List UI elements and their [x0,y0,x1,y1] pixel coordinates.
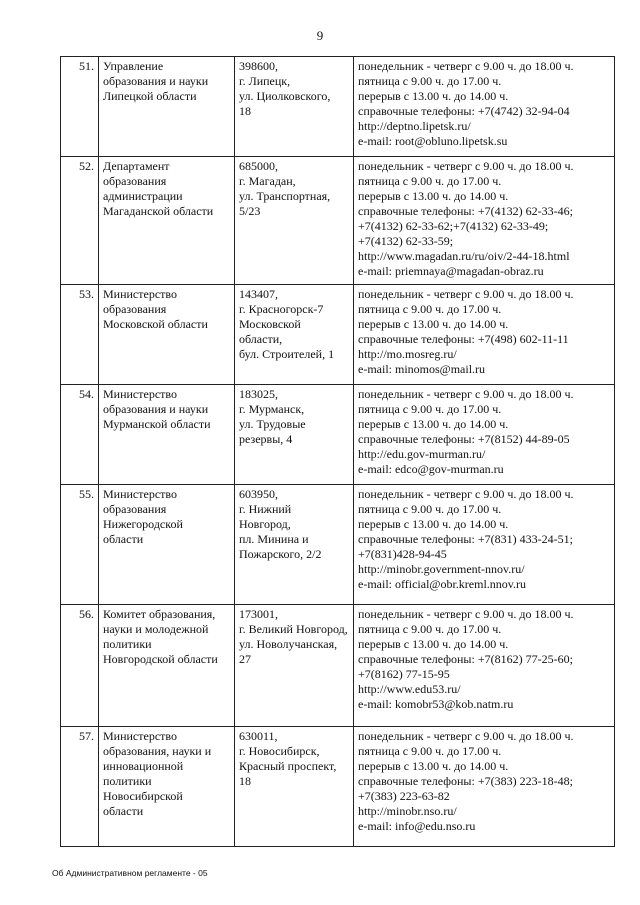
organization-line: образования [103,302,167,316]
contacts-line: справочные телефоны: +7(8152) 44-89-05 [358,432,570,446]
organization-line: образования и науки [103,402,209,416]
organization-line: Министерство [103,487,177,501]
contacts-cell [354,157,615,285]
address-line: 27 [239,652,251,666]
row-number: 54. [61,385,99,485]
address-line: 5/23 [239,204,261,218]
address-line: 18 [239,774,251,788]
contacts-line: понедельник - четверг с 9.00 ч. до 18.00 ч. [358,159,574,173]
address-line: ул. Циолковского, [239,89,331,103]
contacts-line: перерыв с 13.00 ч. до 14.00 ч. [358,517,509,531]
contacts-cell [354,385,615,485]
address-line: 183025, [239,387,278,401]
contacts-line: перерыв с 13.00 ч. до 14.00 ч. [358,759,509,773]
organization-line: Департамент [103,159,170,173]
organization-line: политики [103,774,152,788]
page-footer: Об Административном регламенте - 05 [52,868,208,878]
address-cell [235,385,354,485]
table-body [61,57,615,847]
address-line: 398600, [239,59,278,73]
contacts-line: понедельник - четверг с 9.00 ч. до 18.00 ч. [358,607,574,621]
contacts-line: +7(831)428-94-45 [358,547,447,561]
contacts-line: перерыв с 13.00 ч. до 14.00 ч. [358,89,509,103]
address-line: г. Мурманск, [239,402,305,416]
organization-line: образования и науки [103,74,209,88]
table-row [61,605,615,727]
address-line: Московской [239,317,301,331]
contacts-table [60,56,615,847]
contacts-line: пятница с 9.00 ч. до 17.00 ч. [358,744,502,758]
contacts-line: e-mail: official@obr.kreml.nnov.ru [358,577,527,591]
contacts-line: справочные телефоны: +7(4132) 62-33-46; [358,204,573,218]
address-cell [235,485,354,605]
address-line: г. Новосибирск, [239,744,320,758]
contacts-line: http://www.edu53.ru/ [358,682,461,696]
contacts-line: +7(383) 223-63-82 [358,789,450,803]
contacts-cell [354,727,615,847]
address-line: резервы, 4 [239,432,293,446]
contacts-line: справочные телефоны: +7(831) 433-24-51; [358,532,573,546]
address-line: Пожарского, 2/2 [239,547,322,561]
contacts-line: справочные телефоны: +7(4742) 32-94-04 [358,104,570,118]
table-row [61,285,615,385]
contacts-line: пятница с 9.00 ч. до 17.00 ч. [358,74,502,88]
contacts-cell [354,57,615,157]
address-line: пл. Минина и [239,532,309,546]
contacts-line: пятница с 9.00 ч. до 17.00 ч. [358,302,502,316]
contacts-line: справочные телефоны: +7(383) 223-18-48; [358,774,573,788]
contacts-line: e-mail: root@obluno.lipetsk.su [358,134,508,148]
contacts-line: справочные телефоны: +7(498) 602-11-11 [358,332,569,346]
row-number: 55. [61,485,99,605]
organization-line: администрации [103,189,183,203]
address-line: ул. Новолучанская, [239,637,338,651]
address-cell [235,157,354,285]
contacts-line: e-mail: info@edu.nso.ru [358,819,476,833]
organization-line: Новгородской области [103,652,218,666]
contacts-line: e-mail: edco@gov-murman.ru [358,462,504,476]
address-cell [235,727,354,847]
contacts-line: e-mail: komobr53@kob.natm.ru [358,697,514,711]
contacts-line: перерыв с 13.00 ч. до 14.00 ч. [358,317,509,331]
table-row [61,57,615,157]
address-line: ул. Трудовые [239,417,306,431]
contacts-cell [354,485,615,605]
organization-line: Министерство [103,729,177,743]
organization-line: образования, науки и [103,744,212,758]
address-line: г. Магадан, [239,174,296,188]
address-cell [235,285,354,385]
organization-line: Управление [103,59,164,73]
address-cell [235,57,354,157]
address-line: г. Липецк, [239,74,291,88]
contacts-line: http://edu.gov-murman.ru/ [358,447,486,461]
contacts-line: +7(4132) 62-33-62;+7(4132) 62-33-49; [358,219,549,233]
contacts-line: понедельник - четверг с 9.00 ч. до 18.00 ч. [358,387,574,401]
address-line: г. Красногорск-7 [239,302,324,316]
organization-line: Новосибирской [103,789,183,803]
row-number: 56. [61,605,99,727]
organization-cell [99,485,235,605]
table-row [61,727,615,847]
address-line: 603950, [239,487,278,501]
address-line: Красный проспект, [239,759,337,773]
contacts-cell [354,605,615,727]
organization-cell [99,727,235,847]
contacts-line: +7(4132) 62-33-59; [358,234,454,248]
row-number: 53. [61,285,99,385]
contacts-line: http://minobr.government-nnov.ru/ [358,562,525,576]
address-cell [235,605,354,727]
organization-line: инновационной [103,759,184,773]
address-line: 630011, [239,729,278,743]
contacts-line: понедельник - четверг с 9.00 ч. до 18.00 ч. [358,729,574,743]
organization-line: Министерство [103,387,177,401]
contacts-line: http://minobr.nso.ru/ [358,804,457,818]
organization-line: политики [103,637,152,651]
organization-line: Мурманской области [103,417,211,431]
organization-cell [99,157,235,285]
address-line: 18 [239,104,251,118]
contacts-line: e-mail: priemnaya@magadan-obraz.ru [358,264,544,278]
organization-line: образования [103,174,167,188]
address-line: 685000, [239,159,278,173]
address-line: Новгород, [239,517,291,531]
contacts-line: пятница с 9.00 ч. до 17.00 ч. [358,502,502,516]
contacts-line: +7(8162) 77-15-95 [358,667,450,681]
address-line: области, [239,332,283,346]
contacts-line: перерыв с 13.00 ч. до 14.00 ч. [358,417,509,431]
address-line: 143407, [239,287,278,301]
table-row [61,485,615,605]
row-number: 57. [61,727,99,847]
organization-cell [99,57,235,157]
organization-line: Липецкой области [103,89,197,103]
organization-line: Комитет образования, [103,607,216,621]
contacts-line: пятница с 9.00 ч. до 17.00 ч. [358,174,502,188]
organization-cell [99,285,235,385]
address-line: ул. Транспортная, [239,189,331,203]
contacts-line: справочные телефоны: +7(8162) 77-25-60; [358,652,573,666]
contacts-line: пятница с 9.00 ч. до 17.00 ч. [358,402,502,416]
organization-line: Нижегородской [103,517,183,531]
contacts-line: пятница с 9.00 ч. до 17.00 ч. [358,622,502,636]
organization-cell [99,605,235,727]
address-line: бул. Строителей, 1 [239,347,335,361]
address-line: г. Великий Новгород, [239,622,348,636]
table-row [61,157,615,285]
contacts-line: понедельник - четверг с 9.00 ч. до 18.00 ч. [358,487,574,501]
contacts-line: перерыв с 13.00 ч. до 14.00 ч. [358,637,509,651]
organization-line: образования [103,502,167,516]
table-row [61,385,615,485]
organization-line: Московской области [103,317,208,331]
organization-line: науки и молодежной [103,622,209,636]
contacts-cell [354,285,615,385]
contacts-line: e-mail: minomos@mail.ru [358,362,486,376]
organization-cell [99,385,235,485]
contacts-line: http://deptno.lipetsk.ru/ [358,119,471,133]
organization-line: области [103,532,144,546]
address-line: г. Нижний [239,502,292,516]
row-number: 51. [61,57,99,157]
contacts-line: понедельник - четверг с 9.00 ч. до 18.00 ч. [358,59,574,73]
contacts-line: http://mo.mosreg.ru/ [358,347,457,361]
address-line: 173001, [239,607,278,621]
page-number: 9 [316,28,324,43]
row-number: 52. [61,157,99,285]
organization-line: Министерство [103,287,177,301]
contacts-line: http://www.magadan.ru/ru/oiv/2-44-18.html [358,249,570,263]
organization-line: Магаданской области [103,204,214,218]
contacts-line: перерыв с 13.00 ч. до 14.00 ч. [358,189,509,203]
organization-line: области [103,804,144,818]
contacts-line: понедельник - четверг с 9.00 ч. до 18.00 ч. [358,287,574,301]
